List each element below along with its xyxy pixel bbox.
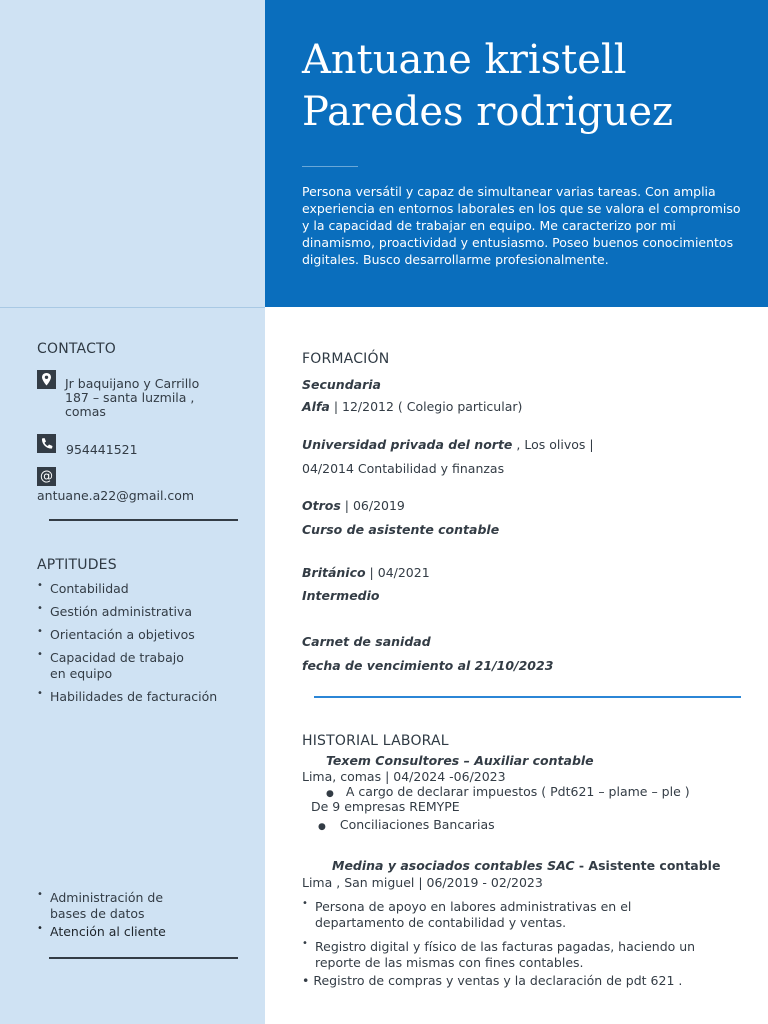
sidebar-background <box>0 0 265 1024</box>
extra-skills-list <box>37 890 252 940</box>
list-item: • Persona de apoyo en labores administrativas en el departamento de contabilidad y ventas. <box>302 898 632 930</box>
education-2-line2: 04/2014 Contabilidad y finanzas <box>302 461 505 476</box>
email-icon: @ <box>37 467 56 486</box>
list-item: • Capacidad de trabajo en equipo <box>37 649 184 681</box>
education-heading: FORMACIÓN <box>302 351 390 367</box>
sidebar-divider <box>0 307 265 308</box>
list-item: • Gestión administrativa <box>37 603 193 619</box>
skills-list <box>37 581 252 705</box>
email-address[interactable]: antuane.a22@gmail.com <box>37 488 195 503</box>
list-item: • Habilidades de facturación <box>37 688 218 704</box>
contact-heading: CONTACTO <box>37 341 117 357</box>
phone-number[interactable]: 954441521 <box>66 442 138 457</box>
job-1-title: Texem Consultores – Auxiliar contable <box>326 753 594 768</box>
contact-divider <box>49 519 238 521</box>
job-2-place: Lima , San miguel | 06/2019 - 02/2023 <box>302 875 543 890</box>
name-line-1: Antuane kristell <box>302 37 627 83</box>
location-icon <box>37 370 56 389</box>
skills-divider <box>49 957 238 959</box>
list-item: • Orientación a objetivos <box>37 626 195 642</box>
list-item: • Administración de bases de datos <box>37 889 164 921</box>
address-line-1: Jr baquijano y Carrillo <box>65 376 200 391</box>
list-item: • Contabilidad <box>37 580 129 596</box>
job-2-bullet-3: • Registro de compras y ventas y la declaración de pdt 621 . <box>302 973 683 988</box>
education-1-detail: Alfa | 12/2012 ( Colegio particular) <box>302 399 523 414</box>
phone-icon <box>37 434 56 453</box>
address-line-2: 187 – santa luzmila , <box>65 390 195 405</box>
education-4-level: Intermedio <box>302 588 380 603</box>
education-1-title: Secundaria <box>302 377 381 392</box>
list-item: • Registro digital y físico de las facturas pagadas, haciendo un reporte de las mismas con fines contables. <box>302 938 696 970</box>
job-2-bullets <box>302 899 742 971</box>
education-3-detail: Otros | 06/2019 <box>302 498 405 513</box>
profile-summary: Persona versátil y capaz de simultanear varias tareas. Con amplia experiencia en entornos laborales en los que se valora el compromiso y la capacidad de trabajar en equipo. Me caracterizo por mi dinamismo, proactividad y entusiasmo. Poseo buenos conocimientos digitales. Busco desarrollarme profesionalmente. <box>302 184 741 267</box>
job-2-title: Medina y asociados contables SAC - Asistente contable <box>332 858 721 873</box>
education-2-detail: Universidad privada del norte , Los olivos | <box>302 437 594 452</box>
job-1-bullet-1: ● A cargo de declarar impuestos ( Pdt621 – plame – ple ) <box>326 784 690 799</box>
work-heading: HISTORIAL LABORAL <box>302 733 449 749</box>
address-line-3: comas <box>65 404 106 419</box>
education-5-detail: fecha de vencimiento al 21/10/2023 <box>302 658 554 673</box>
list-item: • Atención al cliente <box>37 923 166 939</box>
name-line-2: Paredes rodriguez <box>302 89 674 135</box>
education-3-course: Curso de asistente contable <box>302 522 500 537</box>
education-4-detail: Británico | 04/2021 <box>302 565 430 580</box>
job-1-bullet-2: ● Conciliaciones Bancarias <box>318 817 495 832</box>
header-divider <box>302 166 358 167</box>
skills-heading: APTITUDES <box>37 557 117 573</box>
candidate-name <box>302 34 742 138</box>
education-divider <box>314 696 741 698</box>
education-5-title: Carnet de sanidad <box>302 634 431 649</box>
job-1-bullet-1-cont: De 9 empresas REMYPE <box>311 799 460 814</box>
job-1-place: Lima, comas | 04/2024 -06/2023 <box>302 769 506 784</box>
